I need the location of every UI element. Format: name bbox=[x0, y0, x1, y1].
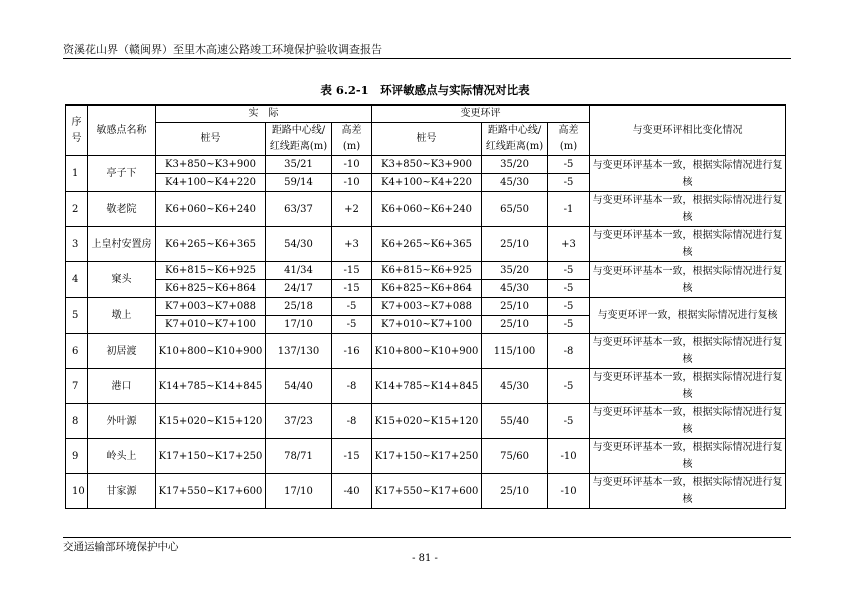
table-row bbox=[66, 474, 786, 509]
comparison-note: 与变更环评基本一致，根据实际情况进行复核 bbox=[590, 262, 786, 298]
change-station: K6+265~K6+365 bbox=[372, 227, 482, 262]
sensitive-point-name: 上皇村安置房 bbox=[88, 227, 156, 262]
comparison-note: 与变更环评基本一致，根据实际情况进行复核 bbox=[590, 192, 786, 227]
comparison-note: 与变更环评基本一致，根据实际情况进行复核 bbox=[590, 156, 786, 192]
change-height-diff: -5 bbox=[548, 369, 590, 404]
actual-height-diff: -8 bbox=[332, 369, 372, 404]
change-station: K10+800~K10+900 bbox=[372, 334, 482, 369]
actual-distance: 17/10 bbox=[266, 474, 332, 509]
row-number: 10 bbox=[66, 474, 88, 509]
actual-station: K7+010~K7+100 bbox=[156, 316, 266, 334]
change-station: K14+785~K14+845 bbox=[372, 369, 482, 404]
table-row bbox=[66, 439, 786, 474]
header-change-eia: 变更环评 bbox=[372, 105, 590, 123]
table-caption: 表 6.2-1 环评敏感点与实际情况对比表 bbox=[320, 83, 530, 97]
actual-station: K15+020~K15+120 bbox=[156, 404, 266, 439]
row-number: 4 bbox=[66, 262, 88, 298]
change-height-diff: +3 bbox=[548, 227, 590, 262]
change-height-diff: -5 bbox=[548, 280, 590, 298]
actual-distance: 59/14 bbox=[266, 174, 332, 192]
comparison-note: 与变更环评基本一致，根据实际情况进行复核 bbox=[590, 369, 786, 404]
actual-station: K6+825~K6+864 bbox=[156, 280, 266, 298]
header-change-station: 桩号 bbox=[372, 123, 482, 156]
change-distance: 45/30 bbox=[482, 280, 548, 298]
actual-station: K3+850~K3+900 bbox=[156, 156, 266, 174]
sensitive-point-name: 敬老院 bbox=[88, 192, 156, 227]
table-row bbox=[66, 192, 786, 227]
header-comparison: 与变更环评相比变化情况 bbox=[590, 105, 786, 156]
actual-height-diff: -15 bbox=[332, 439, 372, 474]
change-distance: 45/30 bbox=[482, 369, 548, 404]
header-actual-station: 桩号 bbox=[156, 123, 266, 156]
footer-rule bbox=[63, 537, 791, 538]
change-distance: 45/30 bbox=[482, 174, 548, 192]
sensitive-point-name: 墩上 bbox=[88, 298, 156, 334]
comparison-note: 与变更环评基本一致，根据实际情况进行复核 bbox=[590, 404, 786, 439]
row-number: 5 bbox=[66, 298, 88, 334]
actual-height-diff: -10 bbox=[332, 156, 372, 174]
sensitive-point-name: 甘家源 bbox=[88, 474, 156, 509]
change-height-diff: -5 bbox=[548, 174, 590, 192]
comparison-note: 与变更环评一致，根据实际情况进行复核 bbox=[590, 298, 786, 334]
sensitive-point-name: 窠头 bbox=[88, 262, 156, 298]
sensitive-point-name: 港口 bbox=[88, 369, 156, 404]
actual-station: K6+265~K6+365 bbox=[156, 227, 266, 262]
change-distance: 75/60 bbox=[482, 439, 548, 474]
change-distance: 25/10 bbox=[482, 227, 548, 262]
actual-distance: 41/34 bbox=[266, 262, 332, 280]
actual-distance: 25/18 bbox=[266, 298, 332, 316]
actual-distance: 137/130 bbox=[266, 334, 332, 369]
change-distance: 65/50 bbox=[482, 192, 548, 227]
change-station: K17+550~K17+600 bbox=[372, 474, 482, 509]
actual-distance: 17/10 bbox=[266, 316, 332, 334]
change-distance: 25/10 bbox=[482, 474, 548, 509]
change-station: K6+825~K6+864 bbox=[372, 280, 482, 298]
actual-height-diff: -8 bbox=[332, 404, 372, 439]
actual-distance: 78/71 bbox=[266, 439, 332, 474]
change-height-diff: -10 bbox=[548, 439, 590, 474]
row-number: 7 bbox=[66, 369, 88, 404]
header-actual: 实 际 bbox=[156, 105, 372, 123]
change-distance: 115/100 bbox=[482, 334, 548, 369]
change-height-diff: -1 bbox=[548, 192, 590, 227]
change-station: K4+100~K4+220 bbox=[372, 174, 482, 192]
sensitive-point-name: 岭头上 bbox=[88, 439, 156, 474]
actual-height-diff: +3 bbox=[332, 227, 372, 262]
change-station: K15+020~K15+120 bbox=[372, 404, 482, 439]
header-name: 敏感点名称 bbox=[88, 105, 156, 156]
comparison-note: 与变更环评基本一致，根据实际情况进行复核 bbox=[590, 439, 786, 474]
actual-station: K7+003~K7+088 bbox=[156, 298, 266, 316]
sensitive-point-name: 初居渡 bbox=[88, 334, 156, 369]
table-row bbox=[66, 334, 786, 369]
header-seq: 序号 bbox=[66, 105, 88, 156]
table-row bbox=[66, 262, 786, 280]
actual-station: K17+150~K17+250 bbox=[156, 439, 266, 474]
table-row bbox=[66, 227, 786, 262]
change-station: K6+060~K6+240 bbox=[372, 192, 482, 227]
header-actual-height: 高差(m) bbox=[332, 123, 372, 156]
change-height-diff: -10 bbox=[548, 474, 590, 509]
header-rule bbox=[63, 58, 791, 59]
change-station: K3+850~K3+900 bbox=[372, 156, 482, 174]
table-row bbox=[66, 156, 786, 174]
row-number: 1 bbox=[66, 156, 88, 192]
sensitive-point-name: 外叶源 bbox=[88, 404, 156, 439]
change-distance: 55/40 bbox=[482, 404, 548, 439]
comparison-note: 与变更环评基本一致，根据实际情况进行复核 bbox=[590, 474, 786, 509]
change-station: K6+815~K6+925 bbox=[372, 262, 482, 280]
row-number: 8 bbox=[66, 404, 88, 439]
actual-height-diff: +2 bbox=[332, 192, 372, 227]
actual-distance: 54/30 bbox=[266, 227, 332, 262]
actual-station: K10+800~K10+900 bbox=[156, 334, 266, 369]
actual-height-diff: -10 bbox=[332, 174, 372, 192]
comparison-note: 与变更环评基本一致，根据实际情况进行复核 bbox=[590, 227, 786, 262]
actual-station: K6+815~K6+925 bbox=[156, 262, 266, 280]
page-number: - 81 - bbox=[412, 553, 438, 564]
row-number: 2 bbox=[66, 192, 88, 227]
actual-distance: 24/17 bbox=[266, 280, 332, 298]
actual-height-diff: -40 bbox=[332, 474, 372, 509]
change-station: K7+010~K7+100 bbox=[372, 316, 482, 334]
header-change-distance: 距路中心线/红线距离(m) bbox=[482, 123, 548, 156]
row-number: 9 bbox=[66, 439, 88, 474]
comparison-note: 与变更环评基本一致，根据实际情况进行复核 bbox=[590, 334, 786, 369]
actual-height-diff: -16 bbox=[332, 334, 372, 369]
header-change-height: 高差(m) bbox=[548, 123, 590, 156]
change-height-diff: -5 bbox=[548, 404, 590, 439]
change-height-diff: -8 bbox=[548, 334, 590, 369]
sensitive-point-name: 亭子下 bbox=[88, 156, 156, 192]
table-row bbox=[66, 298, 786, 316]
header-actual-distance: 距路中心线/红线距离(m) bbox=[266, 123, 332, 156]
actual-height-diff: -15 bbox=[332, 280, 372, 298]
change-distance: 25/10 bbox=[482, 316, 548, 334]
actual-height-diff: -5 bbox=[332, 298, 372, 316]
report-header: 资溪花山界（赣闽界）至里木高速公路竣工环境保护验收调查报告 bbox=[63, 43, 382, 56]
table-row bbox=[66, 369, 786, 404]
table-row bbox=[66, 404, 786, 439]
actual-distance: 35/21 bbox=[266, 156, 332, 174]
actual-station: K4+100~K4+220 bbox=[156, 174, 266, 192]
actual-distance: 63/37 bbox=[266, 192, 332, 227]
change-height-diff: -5 bbox=[548, 262, 590, 280]
row-number: 6 bbox=[66, 334, 88, 369]
actual-station: K14+785~K14+845 bbox=[156, 369, 266, 404]
row-number: 3 bbox=[66, 227, 88, 262]
change-station: K7+003~K7+088 bbox=[372, 298, 482, 316]
actual-height-diff: -15 bbox=[332, 262, 372, 280]
actual-distance: 54/40 bbox=[266, 369, 332, 404]
change-height-diff: -5 bbox=[548, 298, 590, 316]
change-distance: 25/10 bbox=[482, 298, 548, 316]
change-distance: 35/20 bbox=[482, 262, 548, 280]
actual-distance: 37/23 bbox=[266, 404, 332, 439]
actual-station: K17+550~K17+600 bbox=[156, 474, 266, 509]
change-distance: 35/20 bbox=[482, 156, 548, 174]
footer-org: 交通运输部环境保护中心 bbox=[63, 541, 179, 553]
change-height-diff: -5 bbox=[548, 156, 590, 174]
comparison-table bbox=[65, 104, 786, 509]
actual-height-diff: -5 bbox=[332, 316, 372, 334]
change-height-diff: -5 bbox=[548, 316, 590, 334]
change-station: K17+150~K17+250 bbox=[372, 439, 482, 474]
actual-station: K6+060~K6+240 bbox=[156, 192, 266, 227]
